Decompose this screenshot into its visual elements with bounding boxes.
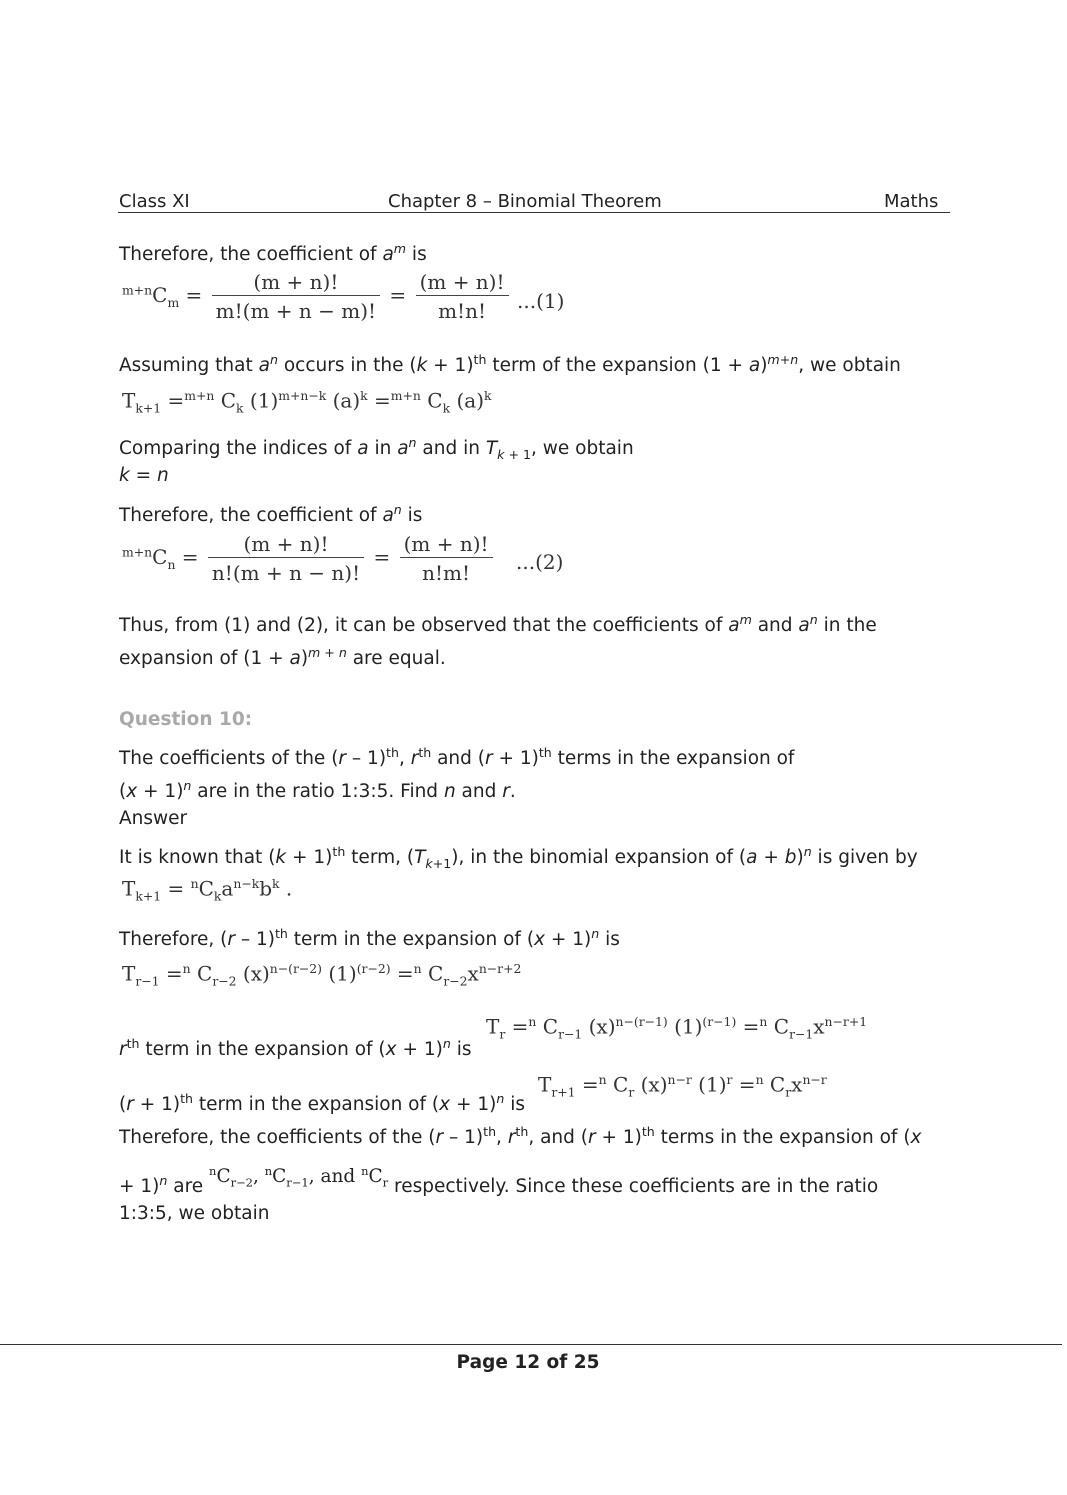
equation-1-tag: ...(1) [517, 289, 565, 313]
answer-line-6: + 1)$^n$ are $^nC_{r-2}$, $^nC_{r-1}$, and $^nC_r$ respectively. Since these coefficients are in the ratio [119, 1164, 879, 1198]
equation-2: $^{m+n}C_n$ = $\frac{(m + n)!}{n!(m + n - n)!}$ = $\frac{(m + n)!}{n!m!}$ [122, 532, 496, 585]
answer-line-7: 1:3:5, we obtain [119, 1203, 270, 1224]
text-expansion-equal: expansion of $(1 + a)^{m + n}$ are equal. [119, 645, 446, 670]
text-coefficient-am: Therefore, the coefficient of $a^m$ is [119, 241, 427, 266]
equation-1: $^{m+n}C_m$ = $\frac{(m + n)!}{m!(m + n - m)!}$ = $\frac{(m + n)!}{m!n!}$ [122, 270, 512, 323]
equation-tk1: $T_{k+1} =^{m+n}$ $C_k$ $(1)^{m+n-k}$ $(a)^k =^{m+n}$ $C_k$ $(a)^k$ [122, 388, 492, 416]
question-line-1: The coefficients of the (r – 1)$^{th}$, $r^{th}$ and $(r + 1)^{th}$ terms in the expansion of [119, 745, 795, 770]
text-coefficient-an: Therefore, the coefficient of $a^n$ is [119, 502, 423, 527]
answer-line-4: $(r + 1)^{th}$ term in the expansion of $(x + 1)^n$ is [119, 1091, 525, 1116]
header-chapter: Chapter 8 – Binomial Theorem [388, 191, 662, 212]
equation-tr: $T_r =^n$ $C_{r-1}$ $(x)^{n-(r-1)}$ $(1)^{(r-1)} =^n$ $C_{r-1}x^{n-r+1}$ [486, 1014, 868, 1042]
header-class: Class XI [119, 191, 190, 212]
answer-line-3: $r^{th}$ term in the expansion of $(x + 1)^n$ is [119, 1036, 472, 1061]
header-rule [118, 212, 950, 213]
text-comparing: Comparing the indices of a in $a^n$ and in $T_{k + 1}$, we obtain [119, 435, 634, 462]
text-assuming: Assuming that $a^n$ occurs in the $(k + 1)^{th}$ term of the expansion $(1 + a)^{m+n}$, we obtain [119, 352, 901, 377]
equation-tr-plus-1: $T_{r+1} =^n$ $C_r$ $(x)^{n-r}$ $(1)^r =^n$ $C_rx^{n-r}$ [538, 1072, 827, 1100]
page-number: Page 12 of 25 [456, 1352, 600, 1373]
equation-tr-minus-1: $T_{r-1} =^n$ $C_{r-2}$ $(x)^{n-(r-2)}$ $(1)^{(r-2)} =^n$ $C_{r-2}x^{n-r+2}$ [122, 961, 522, 989]
equation-general-term: $T_{k+1} = ^nC_ka^{n-k}b^k$ . [122, 876, 293, 904]
equation-2-tag: ...(2) [516, 550, 564, 574]
question-title: Question 10: [119, 709, 253, 730]
question-line-2: $(x + 1)^n$ are in the ratio 1:3:5. Find n and r. [119, 778, 516, 803]
text-thus: Thus, from (1) and (2), it can be observed that the coefficients of $a^m$ and $a^n$ in the [119, 612, 877, 637]
answer-line-5: Therefore, the coefficients of the (r – 1)$^{th}$, $r^{th}$, and $(r + 1)^{th}$ terms in the expansion of (x [119, 1124, 922, 1149]
footer-rule [0, 1344, 1062, 1345]
text-k-equals-n: k = n [119, 465, 169, 486]
answer-label: Answer [119, 808, 188, 829]
answer-line-1: It is known that $(k + 1)^{th}$ term, $(T_{k+1})$, in the binomial expansion of $(a + b)^n$ is given by [119, 844, 918, 871]
answer-line-2: Therefore, (r – 1)$^{th}$ term in the expansion of $(x + 1)^n$ is [119, 926, 620, 951]
header-subject: Maths [884, 191, 939, 212]
